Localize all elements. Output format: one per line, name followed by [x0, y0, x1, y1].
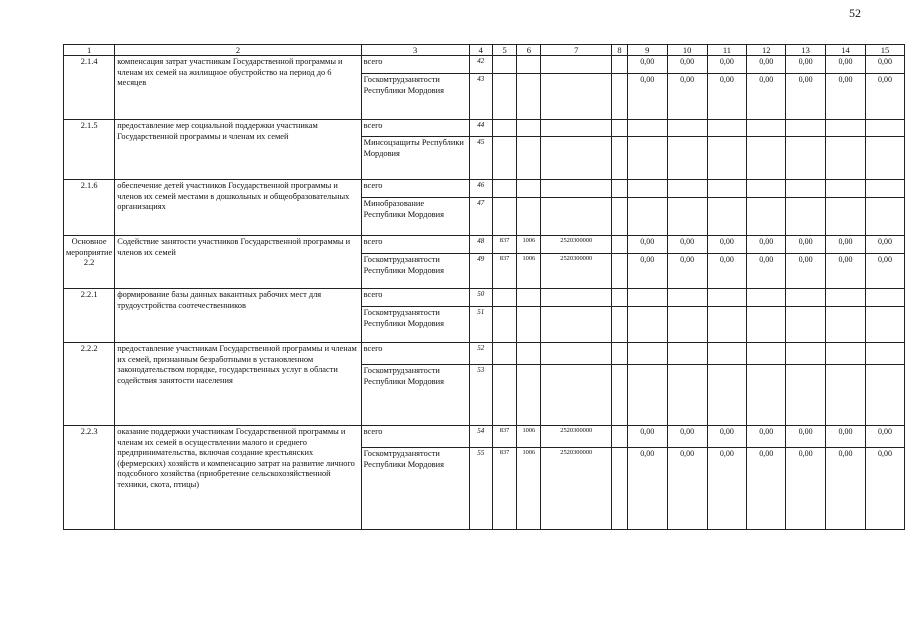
row-code: 2.2.3 — [64, 426, 115, 530]
target-article-code — [541, 180, 612, 198]
row-number: 47 — [469, 198, 492, 236]
value-cell: 0,00 — [865, 448, 904, 530]
value-cell: 0,00 — [826, 74, 866, 120]
value-cell — [786, 289, 826, 307]
value-cell — [865, 120, 904, 137]
grbs-code — [492, 365, 516, 426]
section-code — [517, 198, 541, 236]
target-article-code — [541, 74, 612, 120]
value-cell: 0,00 — [826, 254, 866, 289]
value-cell — [667, 198, 707, 236]
responsible-cell: Минобразование Республики Мордовия — [361, 198, 469, 236]
value-cell — [865, 137, 904, 180]
value-cell — [707, 198, 747, 236]
header-cell: 3 — [361, 45, 469, 56]
responsible-cell: Госкомтрудзанятости Республики Мордовия — [361, 254, 469, 289]
row-code: 2.2.1 — [64, 289, 115, 343]
value-cell — [747, 307, 786, 343]
value-cell: 0,00 — [627, 426, 667, 448]
section-code — [517, 120, 541, 137]
value-cell: 0,00 — [747, 254, 786, 289]
expense-type-code — [612, 448, 628, 530]
value-cell: 0,00 — [786, 254, 826, 289]
expense-type-code — [612, 56, 628, 74]
row-code: 2.1.4 — [64, 56, 115, 120]
value-cell: 0,00 — [627, 236, 667, 254]
row-description: предоставление участникам Государственной программы и членам их семей, признанным безработными в установленном законодательством порядке, государственных услуг в области содействия занятости населения — [115, 343, 361, 426]
value-cell — [786, 307, 826, 343]
value-cell: 0,00 — [627, 74, 667, 120]
program-table — [63, 44, 905, 530]
value-cell — [627, 343, 667, 365]
value-cell: 0,00 — [707, 448, 747, 530]
value-cell — [627, 120, 667, 137]
row-description: компенсация затрат участникам Государственной программы и членам их семей на жилищное обустройство на период до 6 месяцев — [115, 56, 361, 120]
row-number: 49 — [469, 254, 492, 289]
value-cell: 0,00 — [786, 426, 826, 448]
value-cell — [826, 343, 866, 365]
grbs-code — [492, 343, 516, 365]
section-code — [517, 343, 541, 365]
header-cell: 12 — [747, 45, 786, 56]
value-cell — [826, 198, 866, 236]
value-cell: 0,00 — [826, 236, 866, 254]
value-cell: 0,00 — [826, 448, 866, 530]
header-cell: 8 — [612, 45, 628, 56]
value-cell — [786, 120, 826, 137]
row-number: 45 — [469, 137, 492, 180]
value-cell: 0,00 — [707, 74, 747, 120]
section-code: 1006 — [517, 426, 541, 448]
row-number: 43 — [469, 74, 492, 120]
grbs-code — [492, 198, 516, 236]
target-article-code — [541, 120, 612, 137]
row-description: Содействие занятости участников Государственной программы и членов их семей — [115, 236, 361, 289]
section-code: 1006 — [517, 254, 541, 289]
value-cell — [627, 198, 667, 236]
row-number: 42 — [469, 56, 492, 74]
target-article-code: 2520300000 — [541, 448, 612, 530]
row-number: 44 — [469, 120, 492, 137]
grbs-code — [492, 180, 516, 198]
expense-type-code — [612, 426, 628, 448]
section-code — [517, 180, 541, 198]
value-cell — [826, 289, 866, 307]
section-code — [517, 289, 541, 307]
value-cell: 0,00 — [627, 56, 667, 74]
value-cell: 0,00 — [707, 56, 747, 74]
value-cell — [747, 120, 786, 137]
table-row — [64, 236, 905, 254]
value-cell — [826, 137, 866, 180]
value-cell — [865, 180, 904, 198]
value-cell: 0,00 — [865, 56, 904, 74]
expense-type-code — [612, 236, 628, 254]
expense-type-code — [612, 307, 628, 343]
responsible-cell: Госкомтрудзанятости Республики Мордовия — [361, 448, 469, 530]
grbs-code: 837 — [492, 236, 516, 254]
row-number: 46 — [469, 180, 492, 198]
value-cell: 0,00 — [747, 56, 786, 74]
value-cell — [667, 120, 707, 137]
row-number: 51 — [469, 307, 492, 343]
grbs-code — [492, 307, 516, 343]
value-cell — [707, 365, 747, 426]
responsible-cell: Госкомтрудзанятости Республики Мордовия — [361, 365, 469, 426]
expense-type-code — [612, 254, 628, 289]
value-cell — [786, 365, 826, 426]
responsible-cell: всего — [361, 236, 469, 254]
value-cell: 0,00 — [865, 254, 904, 289]
expense-type-code — [612, 198, 628, 236]
value-cell — [826, 120, 866, 137]
value-cell: 0,00 — [865, 236, 904, 254]
value-cell: 0,00 — [667, 426, 707, 448]
value-cell — [826, 180, 866, 198]
value-cell — [627, 289, 667, 307]
responsible-cell: Госкомтрудзанятости Республики Мордовия — [361, 307, 469, 343]
responsible-cell: всего — [361, 180, 469, 198]
expense-type-code — [612, 180, 628, 198]
section-code: 1006 — [517, 448, 541, 530]
value-cell: 0,00 — [865, 74, 904, 120]
value-cell: 0,00 — [747, 426, 786, 448]
value-cell — [786, 343, 826, 365]
grbs-code: 837 — [492, 254, 516, 289]
section-code — [517, 307, 541, 343]
value-cell — [747, 343, 786, 365]
header-cell: 1 — [64, 45, 115, 56]
value-cell — [707, 137, 747, 180]
value-cell — [826, 307, 866, 343]
value-cell — [627, 137, 667, 180]
value-cell — [786, 137, 826, 180]
row-code: 2.1.5 — [64, 120, 115, 180]
value-cell: 0,00 — [786, 56, 826, 74]
target-article-code — [541, 365, 612, 426]
header-cell: 15 — [865, 45, 904, 56]
grbs-code: 837 — [492, 426, 516, 448]
table-row — [64, 426, 905, 448]
row-number: 50 — [469, 289, 492, 307]
responsible-cell: всего — [361, 120, 469, 137]
responsible-cell: Минсоцзащиты Республики Мордовия — [361, 137, 469, 180]
target-article-code — [541, 343, 612, 365]
header-cell: 2 — [115, 45, 361, 56]
value-cell — [707, 307, 747, 343]
section-code — [517, 56, 541, 74]
row-code: Основное мероприятие 2.2 — [64, 236, 115, 289]
grbs-code — [492, 74, 516, 120]
target-article-code — [541, 56, 612, 74]
value-cell — [667, 365, 707, 426]
value-cell: 0,00 — [667, 74, 707, 120]
value-cell — [707, 343, 747, 365]
value-cell — [865, 198, 904, 236]
value-cell — [667, 180, 707, 198]
value-cell: 0,00 — [627, 254, 667, 289]
value-cell: 0,00 — [747, 448, 786, 530]
header-row — [64, 45, 905, 56]
value-cell: 0,00 — [667, 254, 707, 289]
expense-type-code — [612, 74, 628, 120]
responsible-cell: всего — [361, 426, 469, 448]
grbs-code — [492, 289, 516, 307]
header-cell: 6 — [517, 45, 541, 56]
value-cell — [667, 307, 707, 343]
value-cell — [865, 365, 904, 426]
value-cell — [786, 180, 826, 198]
value-cell — [747, 180, 786, 198]
grbs-code — [492, 120, 516, 137]
row-code: 2.2.2 — [64, 343, 115, 426]
header-cell: 4 — [469, 45, 492, 56]
value-cell: 0,00 — [786, 74, 826, 120]
expense-type-code — [612, 120, 628, 137]
table-row — [64, 180, 905, 198]
value-cell — [865, 343, 904, 365]
value-cell — [747, 289, 786, 307]
header-cell: 11 — [707, 45, 747, 56]
responsible-cell: Госкомтрудзанятости Республики Мордовия — [361, 74, 469, 120]
value-cell: 0,00 — [865, 426, 904, 448]
row-number: 55 — [469, 448, 492, 530]
value-cell — [627, 180, 667, 198]
value-cell — [707, 120, 747, 137]
value-cell — [707, 180, 747, 198]
value-cell — [667, 137, 707, 180]
table-row — [64, 120, 905, 137]
target-article-code: 2520300000 — [541, 426, 612, 448]
table-row — [64, 289, 905, 307]
value-cell: 0,00 — [707, 426, 747, 448]
table-row — [64, 56, 905, 74]
row-description: предоставление мер социальной поддержки участникам Государственной программы и членам их семей — [115, 120, 361, 180]
header-cell: 7 — [541, 45, 612, 56]
value-cell — [826, 365, 866, 426]
value-cell — [747, 365, 786, 426]
grbs-code: 837 — [492, 448, 516, 530]
section-code — [517, 365, 541, 426]
header-cell: 13 — [786, 45, 826, 56]
section-code — [517, 74, 541, 120]
value-cell: 0,00 — [667, 236, 707, 254]
value-cell — [627, 365, 667, 426]
row-number: 48 — [469, 236, 492, 254]
row-code: 2.1.6 — [64, 180, 115, 236]
header-cell: 10 — [667, 45, 707, 56]
value-cell: 0,00 — [627, 448, 667, 530]
value-cell — [667, 343, 707, 365]
page-number: 52 — [849, 6, 861, 20]
row-description: обеспечение детей участников Государственной программы и членов их семей местами в дошкольных и общеобразовательных организациях — [115, 180, 361, 236]
row-description: оказание поддержки участникам Государственной программы и членам их семей в осуществлении малого и среднего предпринимательства, включая создание крестьянских (фермерских) хозяйств и компенсацию затрат на развитие личного подсобного хозяйства (приобретение сельскохозяйственной техники, скота, птицы) — [115, 426, 361, 530]
header-cell: 9 — [627, 45, 667, 56]
section-code — [517, 137, 541, 180]
row-number: 54 — [469, 426, 492, 448]
row-number: 53 — [469, 365, 492, 426]
value-cell — [786, 198, 826, 236]
target-article-code — [541, 289, 612, 307]
value-cell: 0,00 — [786, 236, 826, 254]
value-cell: 0,00 — [786, 448, 826, 530]
expense-type-code — [612, 365, 628, 426]
row-number: 52 — [469, 343, 492, 365]
grbs-code — [492, 56, 516, 74]
value-cell — [667, 289, 707, 307]
value-cell — [707, 289, 747, 307]
expense-type-code — [612, 343, 628, 365]
value-cell: 0,00 — [667, 448, 707, 530]
grbs-code — [492, 137, 516, 180]
target-article-code — [541, 198, 612, 236]
value-cell — [627, 307, 667, 343]
section-code: 1006 — [517, 236, 541, 254]
expense-type-code — [612, 289, 628, 307]
header-cell: 14 — [826, 45, 866, 56]
value-cell — [865, 289, 904, 307]
target-article-code — [541, 137, 612, 180]
responsible-cell: всего — [361, 343, 469, 365]
value-cell: 0,00 — [707, 254, 747, 289]
responsible-cell: всего — [361, 56, 469, 74]
expense-type-code — [612, 137, 628, 180]
value-cell — [747, 198, 786, 236]
value-cell: 0,00 — [826, 56, 866, 74]
value-cell: 0,00 — [747, 236, 786, 254]
row-description: формирование базы данных вакантных рабочих мест для трудоустройства соотечественников — [115, 289, 361, 343]
value-cell — [865, 307, 904, 343]
target-article-code: 2520300000 — [541, 236, 612, 254]
value-cell: 0,00 — [667, 56, 707, 74]
responsible-cell: всего — [361, 289, 469, 307]
value-cell: 0,00 — [826, 426, 866, 448]
header-cell: 5 — [492, 45, 516, 56]
value-cell: 0,00 — [707, 236, 747, 254]
target-article-code: 2520300000 — [541, 254, 612, 289]
value-cell: 0,00 — [747, 74, 786, 120]
target-article-code — [541, 307, 612, 343]
value-cell — [747, 137, 786, 180]
table-row — [64, 343, 905, 365]
